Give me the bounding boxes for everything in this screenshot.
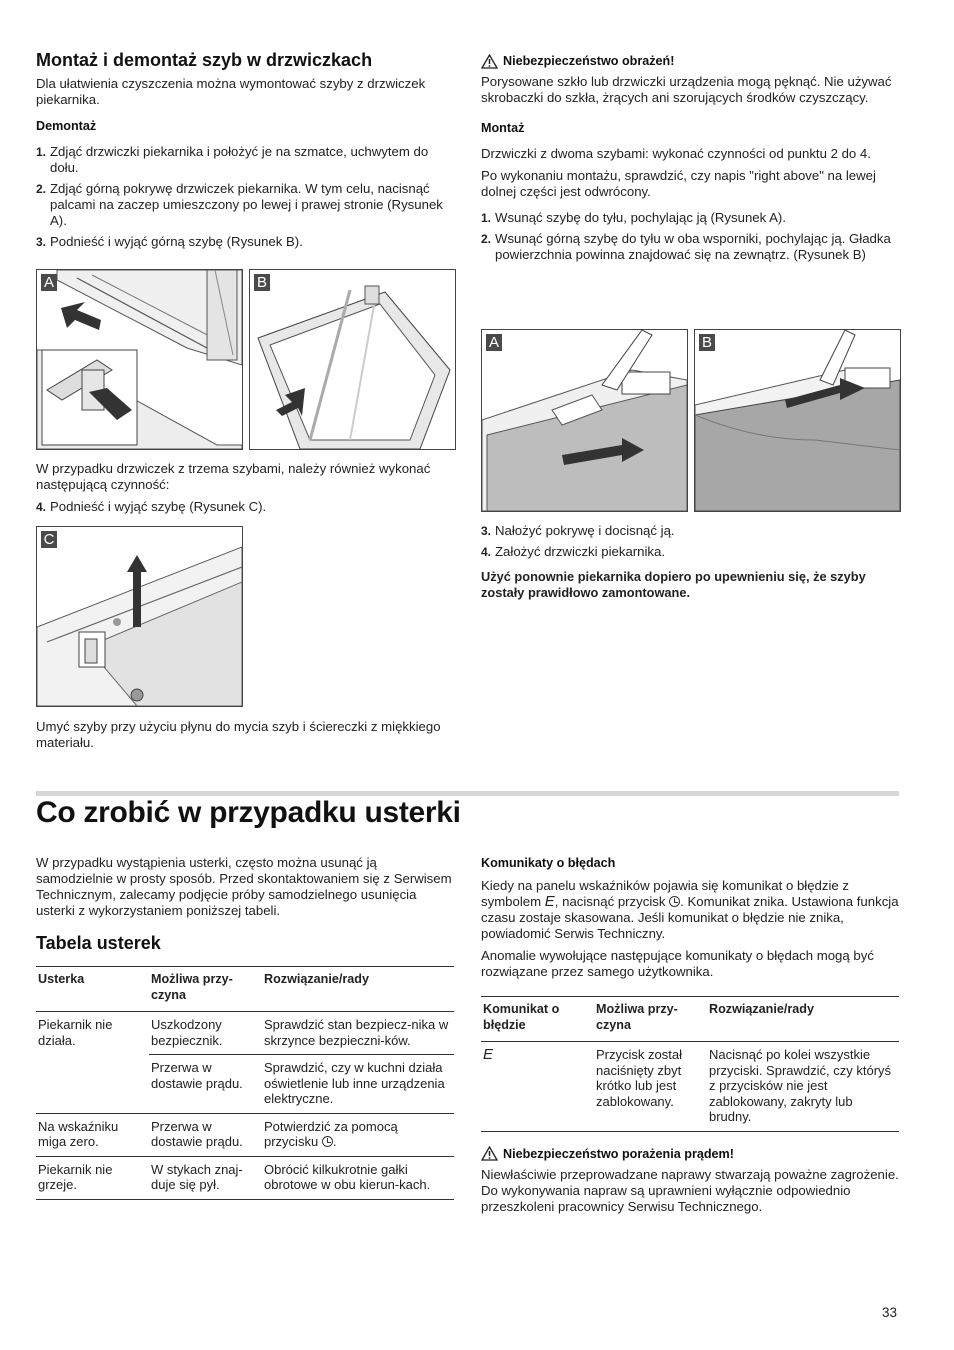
fix-cell: Sprawdzić, czy w kuchni działa oświetlenie lub inne urządzenia elektryczne.	[262, 1055, 454, 1114]
section-heading: Montaż i demontaż szyb w drzwiczkach	[36, 50, 373, 70]
mounting-section	[481, 53, 899, 269]
final-notice: Użyć ponownie piekarnika dopiero po upewnieniu się, że szyby zostały prawidłowo zamontowane.	[481, 569, 866, 600]
removal-step-4	[36, 499, 454, 515]
removal-steps	[36, 144, 454, 250]
shock-warning-title: Niebezpieczeństwo porażenia prądem!	[481, 1146, 899, 1162]
wash-note-block	[36, 719, 454, 757]
header-code: Komunikat o błędzie	[481, 997, 594, 1042]
header-cause: Możliwa przy- czyna	[149, 967, 262, 1012]
cause-cell: Przerwa w dostawie prądu.	[149, 1055, 262, 1114]
figure-c-third-pane	[36, 526, 243, 707]
figure-letter: A	[41, 274, 57, 291]
mounting-steps	[481, 210, 899, 263]
code-cell: E	[481, 1042, 594, 1132]
table-row	[36, 1113, 454, 1156]
fault-cell: Piekarnik nie grzeje.	[36, 1156, 149, 1199]
list-item: 3. Podnieść i wyjąć górną szybę (Rysunek B).	[36, 234, 303, 249]
list-item: 3. Nałożyć pokrywę i docisnąć ją.	[481, 523, 675, 538]
montaz-label: Montaż	[481, 121, 525, 135]
montaz-paragraph-1: Drzwiczki z dwoma szybami: wykonać czynności od punktu 2 do 4.	[481, 146, 871, 161]
figure-letter: B	[699, 334, 715, 351]
figure-b-insert-top-pane	[694, 329, 901, 512]
error-table	[481, 996, 899, 1132]
table-row	[36, 1012, 454, 1055]
list-item: 2. Wsunąć górną szybę do tyłu w oba wsporniki, pochylając ją. Gładka powierzchnia powinna znajdować się na zewnątrz. (Rysunek B)	[481, 231, 891, 262]
header-fix: Rozwiązanie/rady	[262, 967, 454, 1012]
fault-table	[36, 966, 454, 1200]
table-header-row	[481, 997, 899, 1042]
third-pane-illustration	[37, 527, 242, 706]
errors-label: Komunikaty o błędach	[481, 856, 616, 870]
wash-note: Umyć szyby przy użyciu płynu do mycia szyb i ściereczki z miękkiego materiału.	[36, 719, 441, 750]
figure-letter: B	[254, 274, 270, 291]
list-item: 1. Wsunąć szybę do tyłu, pochylając ją (Rysunek A).	[481, 210, 786, 225]
errors-paragraph-1: Kiedy na panelu wskaźników pojawia się komunikat o błędzie z symbolem E, nacisnąć przycisk . Komunikat znika. Ustawiona funkcja czasu zostaje skasowana. Jeśli komunikat o błędzie nie znika, powiadomić Serwis Techniczny.	[481, 878, 899, 941]
fault-cell: Piekarnik nie działa.	[36, 1012, 149, 1114]
cause-cell: Przerwa w dostawie prądu.	[149, 1113, 262, 1156]
header-fix: Rozwiązanie/rady	[707, 997, 899, 1042]
fault-cell: Na wskaźniku miga zero.	[36, 1113, 149, 1156]
cause-cell: Przycisk został naciśnięty zbyt krótko lub jest zablokowany.	[594, 1042, 707, 1132]
intro-text: Dla ułatwienia czyszczenia można wymontować szyby z drzwiczek piekarnika.	[36, 76, 426, 107]
figure-letter: C	[41, 531, 57, 548]
clock-icon	[322, 1136, 333, 1147]
error-symbol: E	[544, 893, 555, 910]
glass-pane-illustration	[250, 270, 455, 449]
door-cover-illustration	[37, 270, 242, 449]
troubleshooting-intro: W przypadku wystąpienia usterki, często można usunąć ją samodzielnie w prosty sposób. Przed skontaktowaniem się z Serwisem Technicznym, zalecamy podjęcie próby samodzielnego usunięcia usterki z wykorzystaniem poniższej tabeli.	[36, 855, 452, 918]
three-panes-note: W przypadku drzwiczek z trzema szybami, należy również wykonać następującą czynność:	[36, 461, 431, 492]
figure-a-remove-cover	[36, 269, 243, 450]
fix-cell: Potwierdzić za pomocą przycisku .	[262, 1113, 454, 1156]
table-row	[36, 1156, 454, 1199]
insert-top-pane-illustration	[695, 330, 900, 511]
error-messages-section	[481, 855, 899, 1221]
fix-cell: Nacisnąć po kolei wszystkie przyciski. Sprawdzić, czy któryś z przycisków nie jest zablokowany, zakryty lub brudny.	[707, 1042, 899, 1132]
insert-pane-illustration	[482, 330, 687, 511]
list-item: 4. Podnieść i wyjąć szybę (Rysunek C).	[36, 499, 267, 514]
header-fault: Usterka	[36, 967, 149, 1012]
page-title: Co zrobić w przypadku usterki	[36, 796, 461, 829]
mounting-steps-after	[481, 523, 899, 607]
shock-warning-text: Niewłaściwie przeprowadzane naprawy stwarzają poważne zagrożenie. Do wykonywania napraw są uprawnieni wyłącznie odpowiednio przeszkoleni pracownicy Serwisu Technicznego.	[481, 1166, 899, 1214]
clock-icon	[669, 896, 680, 907]
list-item: 4. Założyć drzwiczki piekarnika.	[481, 544, 666, 559]
list-item: 2. Zdjąć górną pokrywę drzwiczek piekarnika. W tym celu, nacisnąć palcami na zaczep umieszczony po lewej i prawej stronie (Rysunek A).	[36, 181, 443, 228]
troubleshooting-section	[36, 855, 454, 1200]
table-heading: Tabela usterek	[36, 933, 161, 953]
figure-b-lift-pane	[249, 269, 456, 450]
demontaz-label: Demontaż	[36, 119, 97, 133]
list-item: 1. Zdjąć drzwiczki piekarnika i położyć je na szmatce, uchwytem do dołu.	[36, 144, 429, 175]
warning-triangle-icon	[481, 1146, 498, 1161]
injury-warning-text: Porysowane szkło lub drzwiczki urządzenia mogą pęknąć. Nie używać skrobaczki do szkła, żrących ani szorujących środków czyszczący.	[481, 74, 892, 105]
errors-paragraph-2: Anomalie wywołujące następujące komunikaty o błędach mogą być rozwiązane przez samego użytkownika.	[481, 948, 874, 979]
header-cause: Możliwa przy- czyna	[594, 997, 707, 1042]
figure-a-insert-pane	[481, 329, 688, 512]
mounting-steps-continued	[481, 523, 899, 560]
montaz-paragraph-2: Po wykonaniu montażu, sprawdzić, czy napis "right above" na lewej dolnej części jest odwrócony.	[481, 168, 876, 199]
glass-removal-section	[36, 50, 454, 256]
warning-triangle-icon	[481, 54, 498, 69]
fix-cell: Obrócić kilkukrotnie gałki obrotowe w obu kierun-kach.	[262, 1156, 454, 1199]
page-number: 33	[882, 1305, 898, 1320]
three-panes-section	[36, 461, 454, 521]
injury-warning-title: Niebezpieczeństwo obrażeń!	[481, 53, 899, 69]
table-row	[481, 1042, 899, 1132]
fix-cell: Sprawdzić stan bezpiecz-nika w skrzynce bezpieczni-ków.	[262, 1012, 454, 1055]
figure-letter: A	[486, 334, 502, 351]
cause-cell: Uszkodzony bezpiecznik.	[149, 1012, 262, 1055]
cause-cell: W stykach znaj-duje się pył.	[149, 1156, 262, 1199]
table-header-row	[36, 967, 454, 1012]
